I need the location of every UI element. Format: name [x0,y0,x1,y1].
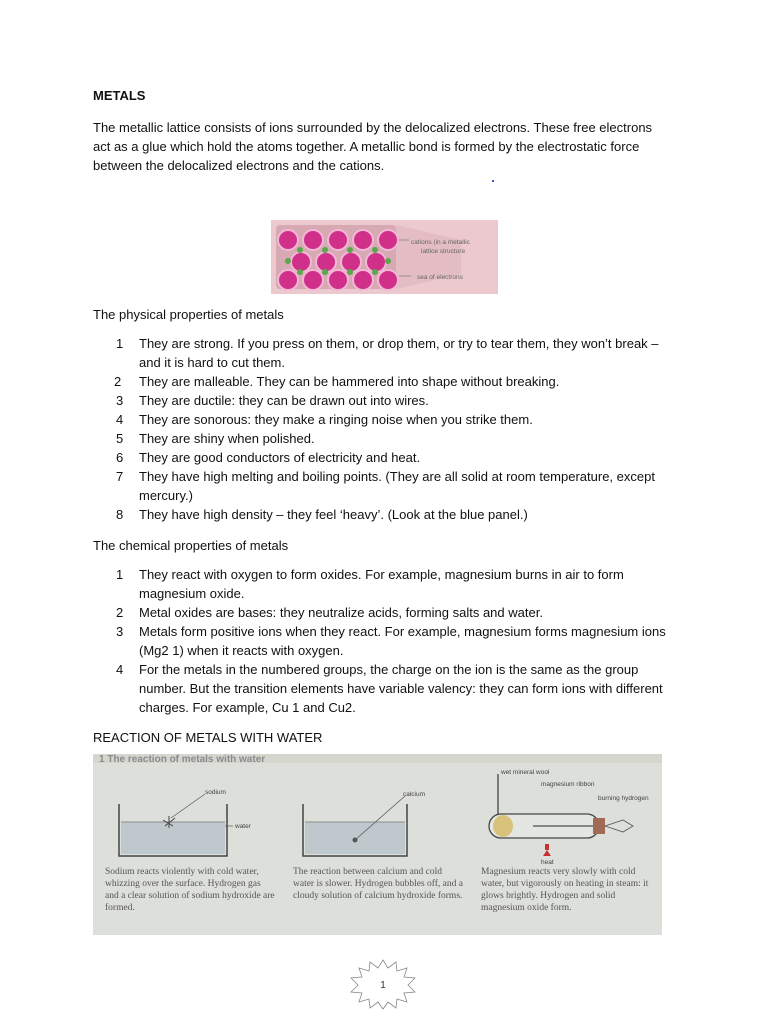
list-item: 8 They have high density – they feel ‘heavy’. (Look at the blue panel.) [116,507,528,522]
list-item: 1 They are strong. If you press on them, or drop them, or try to tear them, they won’t break – and it is hard to cut them. [116,336,659,370]
list-item: 3 They are ductile: they can be drawn out into wires. [116,393,429,408]
label-calcium: calcium [403,791,426,798]
lattice-diagram [271,220,498,294]
label-sodium: sodium [205,789,226,796]
list-item: 3 Metals form positive ions when they react. For example, magnesium forms magnesium ions (Mg2 1) when it reacts with oxygen. [116,624,666,658]
chemical-properties-list [93,565,683,717]
page-number-badge [347,958,419,1010]
page-title: METALS [93,88,146,103]
intro-paragraph: The metallic lattice consists of ions surrounded by the delocalized electrons. These free electrons act as a glue which hold the atoms together. A metallic bond is formed by the electrostatic force between the delocalized electrons and the cations. [93,120,653,173]
label-wet-mineral-wool: wet mineral wool [501,769,550,776]
lattice-label-electrons: sea of electrons [417,274,463,281]
water-reaction-figure [93,754,662,935]
lattice-label-cations: cations (in a metallic [411,239,470,246]
lattice-label-structure: lattice structure [421,248,466,255]
label-water: water [235,823,251,830]
list-item: 7 They have high melting and boiling points. (They are all solid at room temperature, except mercury.) [116,469,655,503]
list-item: 2 Metal oxides are bases: they neutralize acids, forming salts and water. [116,605,543,620]
caption-calcium: The reaction between calcium and cold water is slower. Hydrogen bubbles off, and a cloudy solution of calcium hydroxide forms. [293,867,463,901]
list-item: 4 They are sonorous: they make a ringing noise when you strike them. [116,412,533,427]
list-item: 5 They are shiny when polished. [116,431,315,446]
chemical-properties-heading: The chemical properties of metals [93,538,289,553]
list-item: 4 For the metals in the numbered groups, the charge on the ion is the same as the group number. But the transition elements have variable valency: they can form ions with different charges. For example, Cu 1 and Cu2. [116,662,663,715]
metallic-lattice-figure [271,220,498,294]
physical-properties-heading: The physical properties of metals [93,307,284,322]
physical-properties-list [93,334,683,524]
label-magnesium-ribbon: magnesium ribbon [541,781,595,788]
page-number: 1 [380,980,386,991]
caption-sodium: Sodium reacts violently with cold water, whizzing over the surface. Hydrogen gas and a clear solution of sodium hydroxide are formed. [105,867,275,913]
water-reaction-heading: REACTION OF METALS WITH WATER [93,730,323,745]
label-heat: heat [541,859,554,866]
list-item: 6 They are good conductors of electricity and heat. [116,450,421,465]
list-item: 2 They are malleable. They can be hammered into shape without breaking. [114,374,560,389]
stray-dot [492,180,494,182]
label-burning-hydrogen: burning hydrogen [598,795,649,802]
figure-banner: 1 The reaction of metals with water [99,754,266,765]
starburst-icon [347,958,419,1010]
caption-magnesium: Magnesium reacts very slowly with cold water, but vigorously on heating in steam: it glows brightly. Hydrogen and solid magnesium oxide form. [481,867,649,913]
list-item: 1 They react with oxygen to form oxides. For example, magnesium burns in air to form magnesium oxide. [116,567,624,601]
